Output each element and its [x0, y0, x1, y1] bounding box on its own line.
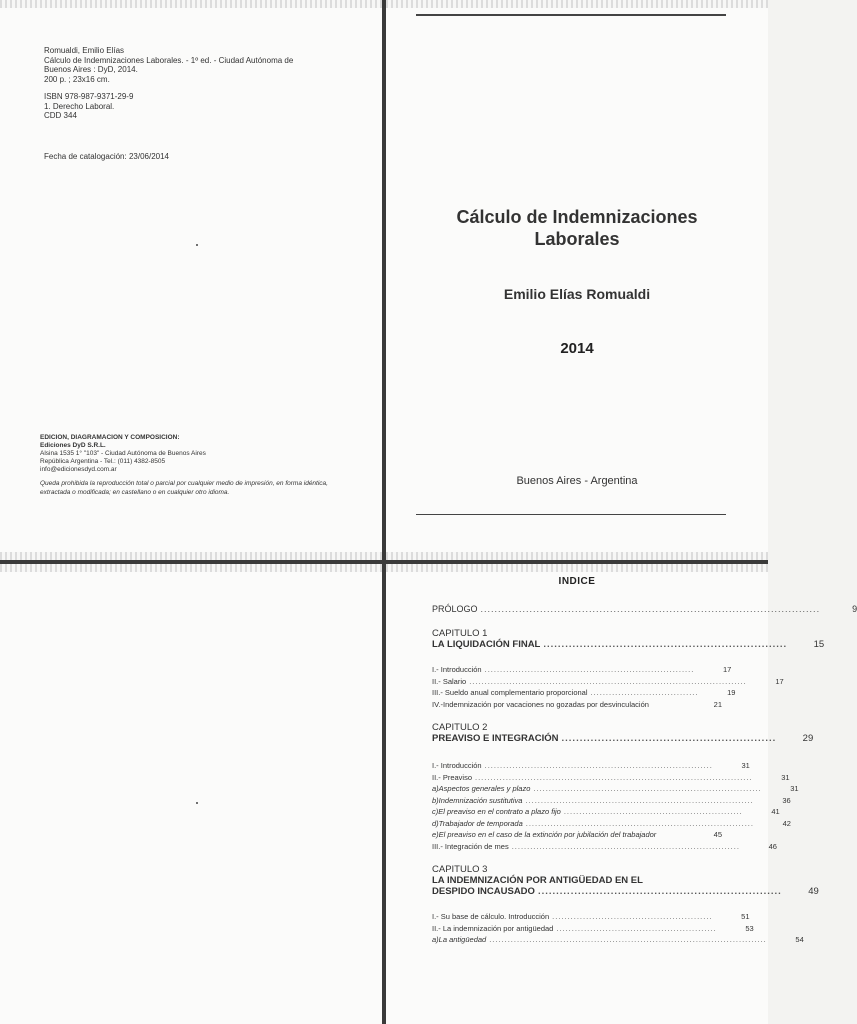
- toc-entry: I.- Su base de cálculo. Introducción .................................................... 51: [432, 912, 750, 921]
- cip-line: Buenos Aires : DyD, 2014.: [44, 65, 138, 74]
- isbn-line: ISBN 978-987-9371-29-9: [44, 92, 134, 101]
- book-title-line: Cálculo de Indemnizaciones: [456, 207, 698, 227]
- chapter-title-line: LA INDEMNIZACIÓN POR ANTIGÜEDAD EN EL: [432, 875, 643, 886]
- blank-page: [0, 564, 382, 1024]
- publisher-line: info@edicionesdyd.com.ar: [40, 466, 117, 473]
- toc-entry: II.- Salario .......................................................................................... 17: [432, 676, 784, 686]
- toc-entry: a)Aspectos generales y plazo .......................................................................... 31: [432, 784, 799, 793]
- isbn-line: CDD 344: [44, 111, 77, 120]
- chapter-items: [432, 911, 804, 946]
- page-edge-top: [0, 564, 382, 572]
- toc-entry: c)El preaviso en el contrato a plazo fijo .......................................................... 41: [432, 807, 780, 816]
- toc-entry: b)Indemnización sustitutiva .......................................................................... 36: [432, 795, 791, 805]
- toc-entry: a)La antigüedad .......................................................................................... 54: [432, 935, 804, 944]
- page-edge-top: [386, 0, 768, 8]
- chapter-number: CAPITULO 2: [432, 722, 488, 733]
- chapter-heading: [432, 864, 819, 897]
- chapter-heading: [432, 628, 825, 650]
- rights-notice: Queda prohibida la reproducción total o parcial por cualquier medio de impresión, en forma idéntica, extractada o modificada; en castellano o en cualquier otro idioma.: [40, 480, 328, 496]
- scan-speck: [196, 244, 198, 246]
- title-page: [386, 0, 768, 560]
- chapter-items: [432, 664, 784, 710]
- toc-entry-prologo: PRÓLOGO ................................................................................................. 9: [432, 604, 857, 614]
- page-edge-top: [386, 564, 768, 572]
- toc-entry: III.- Sueldo anual complementario proporcional ................................... 19: [432, 688, 736, 697]
- chapter-title-row: LA LIQUIDACIÓN FINAL ................................................................... 15: [432, 639, 825, 650]
- chapter-title-row: DESPIDO INCAUSADO ................................................................... 49: [432, 886, 819, 897]
- chapter-number: CAPITULO 3: [432, 864, 488, 875]
- chapter-number: CAPITULO 1: [432, 628, 488, 639]
- index-heading: INDICE: [558, 576, 596, 587]
- toc-entry: II.- La indemnización por antigüedad .................................................... 53: [432, 923, 754, 933]
- chapter-items: [432, 760, 799, 852]
- isbn-line: 1. Derecho Laboral.: [44, 101, 115, 111]
- publisher-name: Ediciones DyD S.R.L.: [40, 442, 106, 449]
- page-edge-bottom: [0, 552, 382, 560]
- page-edge-bottom: [386, 552, 768, 560]
- publication-place: Buenos Aires - Argentina: [516, 475, 638, 487]
- cip-line: Cálculo de Indemnizaciones Laborales. - 1º ed. - Ciudad Autónoma de: [44, 55, 294, 65]
- toc-entry: e)El preaviso en el caso de la extinción por jubilación del trabajador 45: [432, 830, 722, 839]
- book-author: Emilio Elías Romualdi: [503, 286, 651, 302]
- toc-entry: III.- Integración de mes .......................................................................... 46: [432, 841, 777, 851]
- publisher-line: República Argentina - Tel.: (011) 4382-8505: [40, 458, 166, 465]
- publisher-line: Alsina 1535 1° "103" - Ciudad Autónoma de Buenos Aires: [40, 450, 206, 457]
- copyright-page: [0, 0, 382, 560]
- index-page: [386, 564, 857, 1024]
- toc-entry: I.- Introducción .......................................................................... 31: [432, 761, 750, 770]
- bottom-rule: [416, 514, 726, 515]
- toc-entry: IV.-Indemnización por vacaciones no gozadas por desvinculación 21: [432, 699, 722, 709]
- toc-entry: d)Trabajador de temporada .......................................................................... 42: [432, 818, 791, 828]
- top-rule: [416, 14, 726, 16]
- scan-speck: [196, 802, 198, 804]
- publisher-block: [40, 434, 340, 497]
- chapter-heading: [432, 722, 814, 744]
- cip-block: [44, 46, 334, 121]
- catalog-date: Fecha de catalogación: 23/06/2014: [44, 152, 169, 161]
- cip-line: 200 p. ; 23x16 cm.: [44, 74, 110, 84]
- table-of-contents: [432, 604, 857, 946]
- page-edge-top: [0, 0, 382, 8]
- book-title-line: Laborales: [534, 229, 620, 249]
- toc-entry: II.- Preaviso .......................................................................................... 31: [432, 772, 790, 782]
- publisher-heading: EDICION, DIAGRAMACION Y COMPOSICION:: [40, 434, 180, 441]
- toc-entry: I.- Introducción .................................................................... 17: [432, 665, 732, 674]
- cip-line: Romualdi, Emilio Elías: [44, 46, 125, 55]
- book-title: [386, 206, 768, 250]
- chapter-title-row: PREAVISO E INTEGRACIÓN ........................................................... 29: [432, 733, 814, 744]
- publication-year: 2014: [560, 340, 594, 357]
